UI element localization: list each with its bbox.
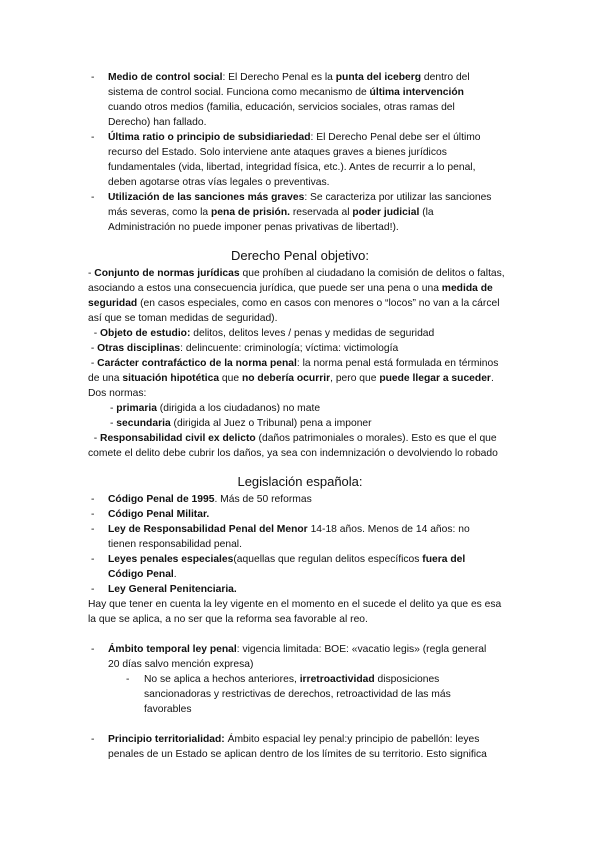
bold-term: Objeto de estudio:	[100, 328, 191, 339]
bullet-dash: -	[91, 554, 95, 565]
bold-term: última intervención	[369, 87, 464, 98]
bold-term: pena de prisión.	[211, 207, 290, 218]
text-line: Leyes penales especiales(aquellas que regulan delitos específicos fuera del	[108, 554, 466, 565]
bullet-dash: -	[91, 524, 95, 535]
text-line: - secundaria (dirigida al Juez o Tribunal) pena a imponer	[110, 418, 372, 429]
text-line: comete el delito debe cubrir los daños, ya sea con indemnización o devolviendo lo robado	[88, 448, 498, 459]
text-line: así que se toman medidas de seguridad).	[88, 313, 278, 324]
bold-term: irretroactividad	[299, 674, 375, 685]
bold-term: Leyes penales especiales	[108, 554, 234, 565]
text-line: sancionadoras y restrictivas de derechos, retroactividad de las más	[144, 689, 451, 700]
text-line: seguridad (en casos especiales, como en casos con menores o “locos” no van a la cárcel	[88, 298, 500, 309]
text-line	[108, 507, 209, 522]
bold-term: Responsabilidad civil ex delicto	[100, 433, 256, 444]
bold-term: medida de	[441, 283, 493, 294]
bold-term: Carácter contrafáctico de la norma penal	[97, 358, 297, 369]
bold-term: punta del iceberg	[335, 72, 422, 83]
text-line: - Conjunto de normas jurídicas que prohíben al ciudadano la comisión de delitos o faltas,	[88, 268, 505, 279]
bullet-dash: -	[91, 509, 95, 520]
bold-term: no debería ocurrir	[241, 373, 331, 384]
text-line: Código Penal.	[108, 569, 177, 580]
bold-term: Código Penal Militar.	[108, 509, 210, 520]
text-line: favorables	[144, 704, 192, 715]
text-line: Hay que tener en cuenta la ley vigente en el momento en el sucede el delito ya que es esa	[88, 599, 502, 610]
text-line: Dos normas:	[88, 388, 147, 399]
text-line: Administración no puede imponer penas privativas de libertad!).	[108, 222, 399, 233]
text-line: de una situación hipotética que no debería ocurrir, pero que puede llegar a suceder.	[88, 373, 494, 384]
text-line: deben agotarse otras vías legales o preventivas.	[108, 177, 330, 188]
bold-term: primaria	[116, 403, 157, 414]
text-line: Principio territorialidad: Ámbito espacial ley penal:y principio de pabellón: leyes	[108, 734, 480, 745]
text-line: - Carácter contrafáctico de la norma penal: la norma penal está formulada en términos	[88, 358, 499, 369]
text-line: asociando a estos una consecuencia jurídica, que puede ser una pena o una medida de	[88, 283, 493, 294]
bullet-dash: -	[126, 674, 130, 685]
text-line: más severas, como la pena de prisión. reservada al poder judicial (la	[108, 207, 434, 218]
text-line: Derecho) han fallado.	[108, 117, 207, 128]
bold-term: Principio territorialidad:	[108, 734, 225, 745]
bold-term: Conjunto de normas jurídicas	[94, 268, 240, 279]
text-line: Ley de Responsabilidad Penal del Menor 14-18 años. Menos de 14 años: no	[108, 524, 470, 535]
bold-term: seguridad	[88, 298, 138, 309]
bullet-dash: -	[91, 494, 95, 505]
text-line: cuando otros medios (familia, educación, servicios sociales, otras ramas del	[108, 102, 455, 113]
text-line: No se aplica a hechos anteriores, irretroactividad disposiciones	[144, 674, 440, 685]
text-line: penales de un Estado se aplican dentro de los límites de su territorio. Esto significa	[108, 749, 487, 760]
text-line: Medio de control social: El Derecho Penal es la punta del iceberg dentro del	[108, 72, 470, 83]
bold-term: Ley de Responsabilidad Penal del Menor	[108, 524, 308, 535]
bold-term: situación hipotética	[122, 373, 220, 384]
bold-term: Última ratio o principio de subsidiariedad	[108, 132, 311, 143]
text-line: - Objeto de estudio: delitos, delitos leves / penas y medidas de seguridad	[88, 328, 435, 339]
bold-term: Código Penal de 1995	[108, 494, 215, 505]
bullet-dash: -	[91, 584, 95, 595]
section-heading: Legislación española:	[237, 474, 363, 489]
text-line: - Responsabilidad civil ex delicto (daños patrimoniales o morales). Esto es que el que	[88, 433, 497, 444]
text-line: Última ratio o principio de subsidiariedad: El Derecho Penal debe ser el último	[108, 132, 481, 143]
bold-term: secundaria	[116, 418, 171, 429]
bold-term: Utilización de las sanciones más graves	[108, 192, 305, 203]
text-line: fundamentales (vida, libertad, integridad física, etc.). Antes de recurrir a lo penal,	[108, 162, 476, 173]
text-line: sistema de control social. Funciona como mecanismo de última intervención	[108, 87, 464, 98]
text-line: Ámbito temporal ley penal: vigencia limitada: BOE: «vacatio legis» (regla general	[108, 644, 487, 655]
bullet-dash: -	[91, 132, 95, 143]
bold-term: Otras disciplinas	[97, 343, 181, 354]
bullet-dash: -	[91, 72, 95, 83]
text-line: - primaria (dirigida a los ciudadanos) no mate	[110, 403, 321, 414]
text-line: - Otras disciplinas: delincuente: criminología; víctima: victimología	[88, 343, 399, 354]
bullet-dash: -	[91, 192, 95, 203]
bold-term: fuera del	[422, 554, 466, 565]
bold-term: Ámbito temporal ley penal	[108, 644, 237, 655]
text-line: tienen responsabilidad penal.	[108, 539, 242, 550]
bullet-dash: -	[91, 734, 95, 745]
bullet-dash: -	[91, 644, 95, 655]
text-line: 20 días salvo mención expresa)	[108, 659, 254, 670]
text-line: Utilización de las sanciones más graves: Se caracteriza por utilizar las sanciones	[108, 192, 492, 203]
text-line: Código Penal de 1995. Más de 50 reformas	[108, 494, 312, 505]
bold-term: poder judicial	[352, 207, 420, 218]
bold-term: Código Penal	[108, 569, 174, 580]
text-line: recurso del Estado. Solo interviene ante ataques graves a bienes jurídicos	[108, 147, 447, 158]
text-line	[108, 582, 237, 597]
bold-term: Medio de control social	[108, 72, 223, 83]
bold-term: puede llegar a suceder	[379, 373, 491, 384]
section-heading: Derecho Penal objetivo:	[230, 248, 370, 263]
text-line: la que se aplica, a no ser que la reforma sea favorable al reo.	[88, 614, 368, 625]
bold-term: Ley General Penitenciaria.	[108, 584, 237, 595]
